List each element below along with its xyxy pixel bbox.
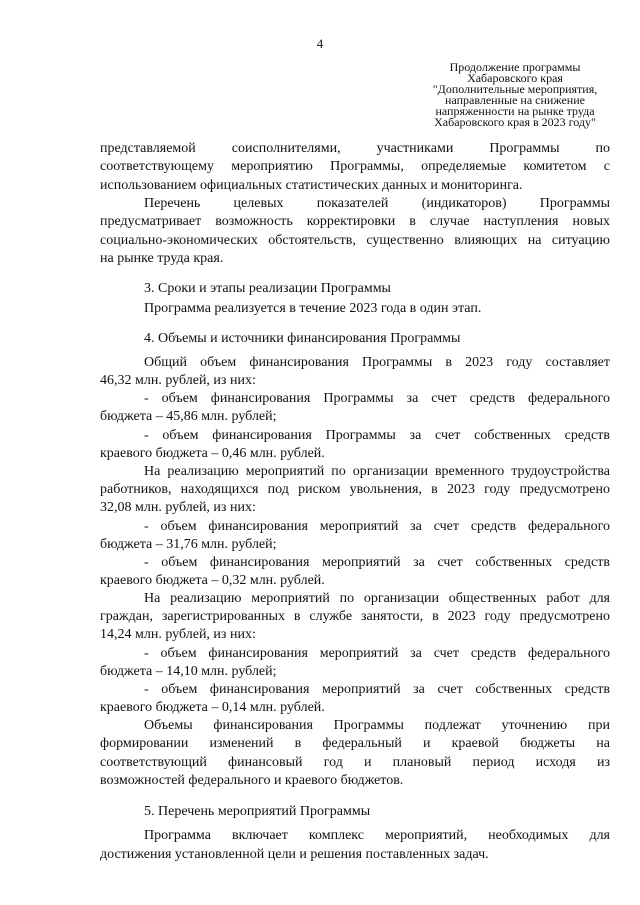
paragraph-line: соответствующий финансовый год и плановый период исходя из xyxy=(100,755,610,770)
paragraph-line: Общий объем финансирования Программы в 2023 году составляет xyxy=(144,355,610,370)
paragraph-line: краевого бюджета – 0,46 млн. рублей. xyxy=(100,446,325,461)
paragraph-line: социально-экономических обстоятельств, существенно влияющих на ситуацию xyxy=(100,233,610,248)
paragraph-line: Объемы финансирования Программы подлежат уточнению при xyxy=(144,718,610,733)
paragraph-line: Программа включает комплекс мероприятий, необходимых для xyxy=(144,828,610,843)
paragraph-line: достижения установленной цели и решения поставленных задач. xyxy=(100,847,489,862)
header-line: напряженности на рынке труда xyxy=(435,104,595,118)
appendix-header xyxy=(420,62,610,128)
paragraph-line: Программа реализуется в течение 2023 года в один этап. xyxy=(144,301,482,316)
paragraph-line: использованием официальных статистических данных и мониторинга. xyxy=(100,178,523,193)
paragraph-line: - объем финансирования Программы за счет собственных средств xyxy=(144,428,610,443)
paragraph-line: бюджета – 31,76 млн. рублей; xyxy=(100,537,277,552)
page-number: 4 xyxy=(316,36,324,51)
paragraph-line: На реализацию мероприятий по организации общественных работ для xyxy=(144,591,610,606)
paragraph-line: - объем финансирования мероприятий за счет средств федерального xyxy=(144,646,610,661)
paragraph-line: соответствующему мероприятию Программы, определяемые комитетом с xyxy=(100,159,610,174)
paragraph-line: Перечень целевых показателей (индикаторов) Программы xyxy=(144,196,610,211)
paragraph-line: граждан, зарегистрированных в службе занятости, в 2023 году предусмотрено xyxy=(100,609,610,624)
paragraph-line: предусматривает возможность корректировки в случае наступления новых xyxy=(100,214,610,229)
header-line: Продолжение программы xyxy=(449,60,581,74)
paragraph-line: 46,32 млн. рублей, из них: xyxy=(100,373,256,388)
section-heading: 4. Объемы и источники финансирования Программы xyxy=(144,331,461,346)
paragraph-line: бюджета – 45,86 млн. рублей; xyxy=(100,409,277,424)
header-line: направленные на снижение xyxy=(445,93,585,107)
paragraph-line: работников, находящихся под риском увольнения, в 2023 году предусмотрено xyxy=(100,482,610,497)
paragraph-line: - объем финансирования мероприятий за счет собственных средств xyxy=(144,682,610,697)
header-line: Хабаровского края xyxy=(467,71,563,85)
paragraph-line: формировании изменений в федеральный и краевой бюджеты на xyxy=(100,736,610,751)
section-heading: 3. Сроки и этапы реализации Программы xyxy=(144,281,391,296)
paragraph-line: 14,24 млн. рублей, из них: xyxy=(100,627,256,642)
paragraph-line: 32,08 млн. рублей, из них: xyxy=(100,500,256,515)
paragraph-line: краевого бюджета – 0,32 млн. рублей. xyxy=(100,573,325,588)
paragraph-line: возможностей федерального и краевого бюджетов. xyxy=(100,773,404,788)
paragraph-line: на рынке труда края. xyxy=(100,251,224,266)
paragraph-line: - объем финансирования мероприятий за счет средств федерального xyxy=(144,519,610,534)
paragraph-line: представляемой соисполнителями, участниками Программы по xyxy=(100,141,610,156)
paragraph-line: На реализацию мероприятий по организации временного трудоустройства xyxy=(144,464,610,479)
section-heading: 5. Перечень мероприятий Программы xyxy=(144,804,371,819)
paragraph-line: - объем финансирования Программы за счет средств федерального xyxy=(144,391,610,406)
header-line: Хабаровского края в 2023 году" xyxy=(434,115,596,129)
header-line: "Дополнительные мероприятия, xyxy=(432,82,598,96)
paragraph-line: краевого бюджета – 0,14 млн. рублей. xyxy=(100,700,325,715)
paragraph-line: - объем финансирования мероприятий за счет собственных средств xyxy=(144,555,610,570)
paragraph-line: бюджета – 14,10 млн. рублей; xyxy=(100,664,277,679)
